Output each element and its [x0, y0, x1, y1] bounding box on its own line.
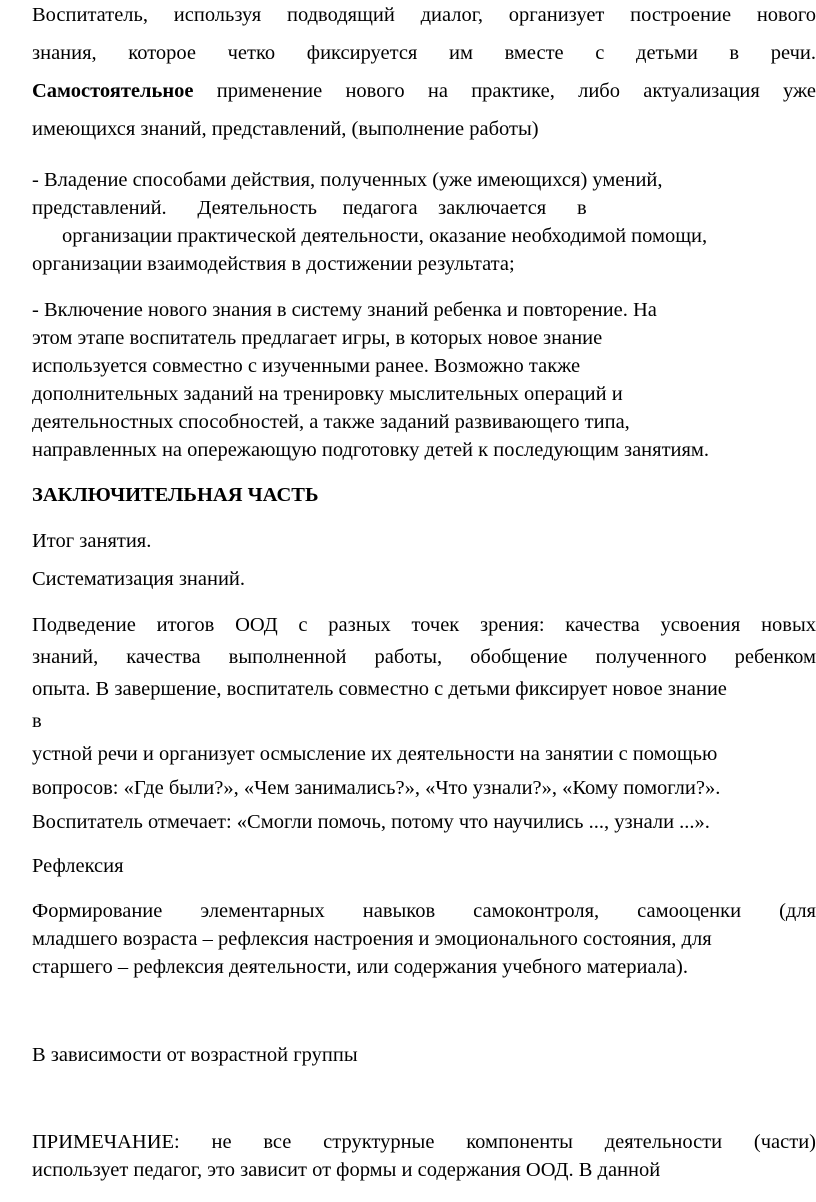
paragraph-inclusion: [32, 296, 816, 464]
text-line: Воспитатель отмечает: «Смогли помочь, потому что научились ..., узнали ...».: [32, 811, 710, 833]
text-line: опыта. В завершение, воспитатель совместно с детьми фиксирует новое знание: [32, 678, 727, 700]
text-line: в: [32, 710, 42, 732]
text-line: дополнительных заданий на тренировку мыслительных операций и: [32, 383, 623, 405]
text-line: ПРИМЕЧАНИЕ: не все структурные компоненты деятельности (части): [32, 1131, 816, 1153]
paragraph-reflection: Рефлексия: [32, 855, 124, 877]
paragraph-dialog: [32, 0, 816, 148]
paragraph-itog: Итог занятия.: [32, 530, 152, 552]
section-heading: ЗАКЛЮЧИТЕЛЬНАЯ ЧАСТЬ: [32, 484, 319, 506]
paragraph-formation: [32, 897, 816, 981]
text-line: [32, 72, 816, 110]
text-line: использует педагог, это зависит от формы и содержания ООД. В данной: [32, 1159, 661, 1181]
paragraph-note: [32, 1128, 816, 1184]
text-line: деятельностных способностей, а также заданий развивающего типа,: [32, 411, 630, 433]
text-line: Воспитатель, используя подводящий диалог, организует построение нового: [32, 4, 816, 26]
text-fragment: применение нового на практике, либо актуализация уже: [193, 80, 816, 102]
text-line: младшего возраста – рефлексия настроения и эмоционального состояния, для: [32, 928, 712, 950]
bold-term: Самостоятельное: [32, 80, 194, 102]
text-line: представлений. Деятельность педагога заключается в: [32, 197, 587, 219]
text-line: организации взаимодействия в достижении результата;: [32, 253, 515, 275]
text-line: вопросов: «Где были?», «Чем занимались?», «Что узнали?», «Кому помогли?».: [32, 777, 721, 799]
text-line: направленных на опережающую подготовку детей к последующим занятиям.: [32, 439, 710, 461]
text-line: используется совместно с изученными ранее. Возможно также: [32, 355, 581, 377]
document-page: [32, 0, 816, 1202]
paragraph-summary: [32, 609, 816, 737]
text-line: Формирование элементарных навыков самоконтроля, самооценки (для: [32, 900, 816, 922]
list-item-line: - Владение способами действия, полученных (уже имеющихся) умений,: [32, 169, 663, 191]
text-line: Подведение итогов ООД с разных точек зрения: качества усвоения новых: [32, 614, 816, 636]
text-line: знания, которое четко фиксируется им вместе с детьми в речи.: [32, 42, 816, 64]
paragraph-methods: [32, 166, 816, 278]
text-line: знаний, качества выполненной работы, обобщение полученного ребенком: [32, 646, 816, 668]
text-line: устной речи и организует осмысление их деятельности на занятии с помощью: [32, 743, 718, 765]
text-line: этом этапе воспитатель предлагает игры, в которых новое знание: [32, 327, 603, 349]
text-line: имеющихся знаний, представлений, (выполнение работы): [32, 118, 539, 140]
paragraph-oral-speech: [32, 737, 816, 839]
list-item-line: - Включение нового знания в систему знаний ребенка и повторение. На: [32, 299, 657, 321]
text-line: старшего – рефлексия деятельности, или содержания учебного материала).: [32, 956, 688, 978]
text-line: организации практической деятельности, оказание необходимой помощи,: [62, 225, 708, 247]
paragraph-age-group: В зависимости от возрастной группы: [32, 1044, 358, 1066]
paragraph-systematization: Систематизация знаний.: [32, 568, 246, 590]
